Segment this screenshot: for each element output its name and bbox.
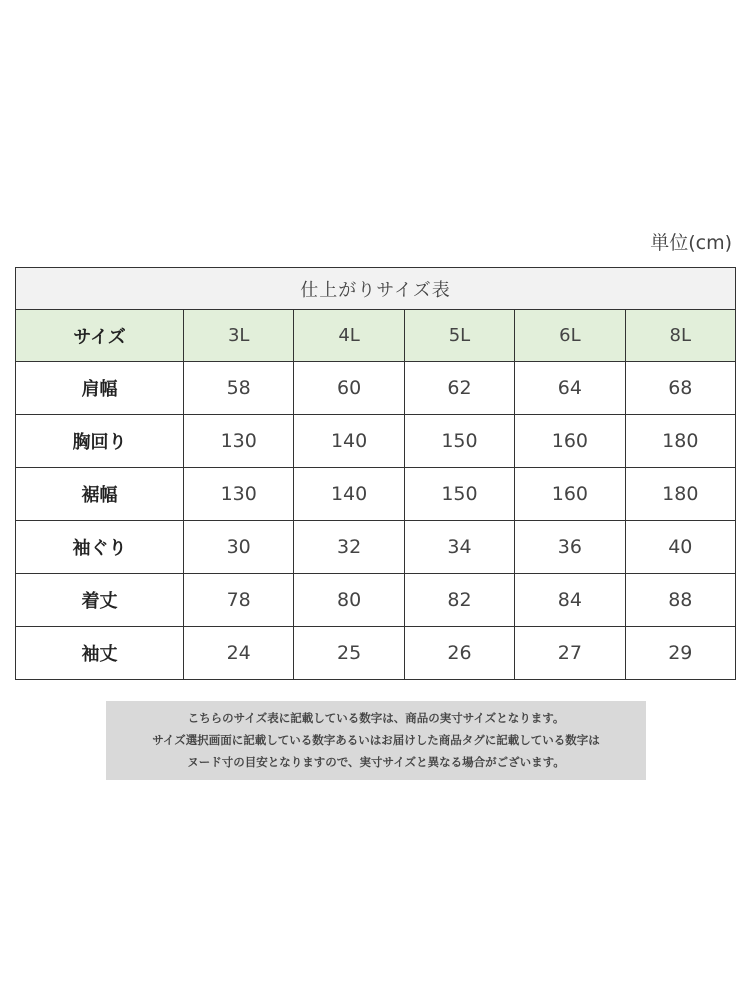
table-cell: 62: [404, 362, 514, 415]
table-row: [16, 627, 736, 680]
table-cell: 58: [184, 362, 294, 415]
row-label: 袖ぐり: [16, 521, 184, 574]
table-cell: 84: [515, 574, 625, 627]
table-cell: 34: [404, 521, 514, 574]
header-size: 4L: [294, 310, 404, 362]
row-label: 袖丈: [16, 627, 184, 680]
row-label: 裾幅: [16, 468, 184, 521]
header-label: サイズ: [16, 310, 184, 362]
table-title: 仕上がりサイズ表: [16, 268, 736, 310]
table-row: [16, 521, 736, 574]
table-row: [16, 574, 736, 627]
table-cell: 26: [404, 627, 514, 680]
table-cell: 82: [404, 574, 514, 627]
table-cell: 32: [294, 521, 404, 574]
table-cell: 64: [515, 362, 625, 415]
table-cell: 80: [294, 574, 404, 627]
table-cell: 150: [404, 468, 514, 521]
note-line: ヌード寸の目安となりますので、実寸サイズと異なる場合がございます。: [187, 755, 565, 769]
table-cell: 180: [625, 415, 735, 468]
table-cell: 160: [515, 468, 625, 521]
note-line: サイズ選択画面に記載している数字あるいはお届けした商品タグに記載している数字は: [152, 733, 600, 747]
size-table: [15, 267, 736, 680]
header-size: 8L: [625, 310, 735, 362]
table-cell: 40: [625, 521, 735, 574]
table-cell: 36: [515, 521, 625, 574]
note-line: こちらのサイズ表に記載している数字は、商品の実寸サイズとなります。: [187, 711, 565, 725]
table-title-row: [16, 268, 736, 310]
row-label: 着丈: [16, 574, 184, 627]
row-label: 肩幅: [16, 362, 184, 415]
table-cell: 27: [515, 627, 625, 680]
table-row: [16, 468, 736, 521]
header-size: 6L: [515, 310, 625, 362]
table-row: [16, 415, 736, 468]
table-cell: 88: [625, 574, 735, 627]
unit-label: 単位(cm): [650, 232, 732, 254]
table-cell: 180: [625, 468, 735, 521]
table-cell: 140: [294, 468, 404, 521]
table-row: [16, 362, 736, 415]
table-cell: 140: [294, 415, 404, 468]
table-cell: 150: [404, 415, 514, 468]
table-cell: 160: [515, 415, 625, 468]
row-label: 胸回り: [16, 415, 184, 468]
table-cell: 78: [184, 574, 294, 627]
table-cell: 25: [294, 627, 404, 680]
header-size: 3L: [184, 310, 294, 362]
table-cell: 60: [294, 362, 404, 415]
header-size: 5L: [404, 310, 514, 362]
table-cell: 130: [184, 415, 294, 468]
table-cell: 30: [184, 521, 294, 574]
table-cell: 29: [625, 627, 735, 680]
size-note-box: [106, 701, 646, 780]
table-cell: 130: [184, 468, 294, 521]
table-cell: 68: [625, 362, 735, 415]
table-cell: 24: [184, 627, 294, 680]
table-header-row: [16, 310, 736, 362]
